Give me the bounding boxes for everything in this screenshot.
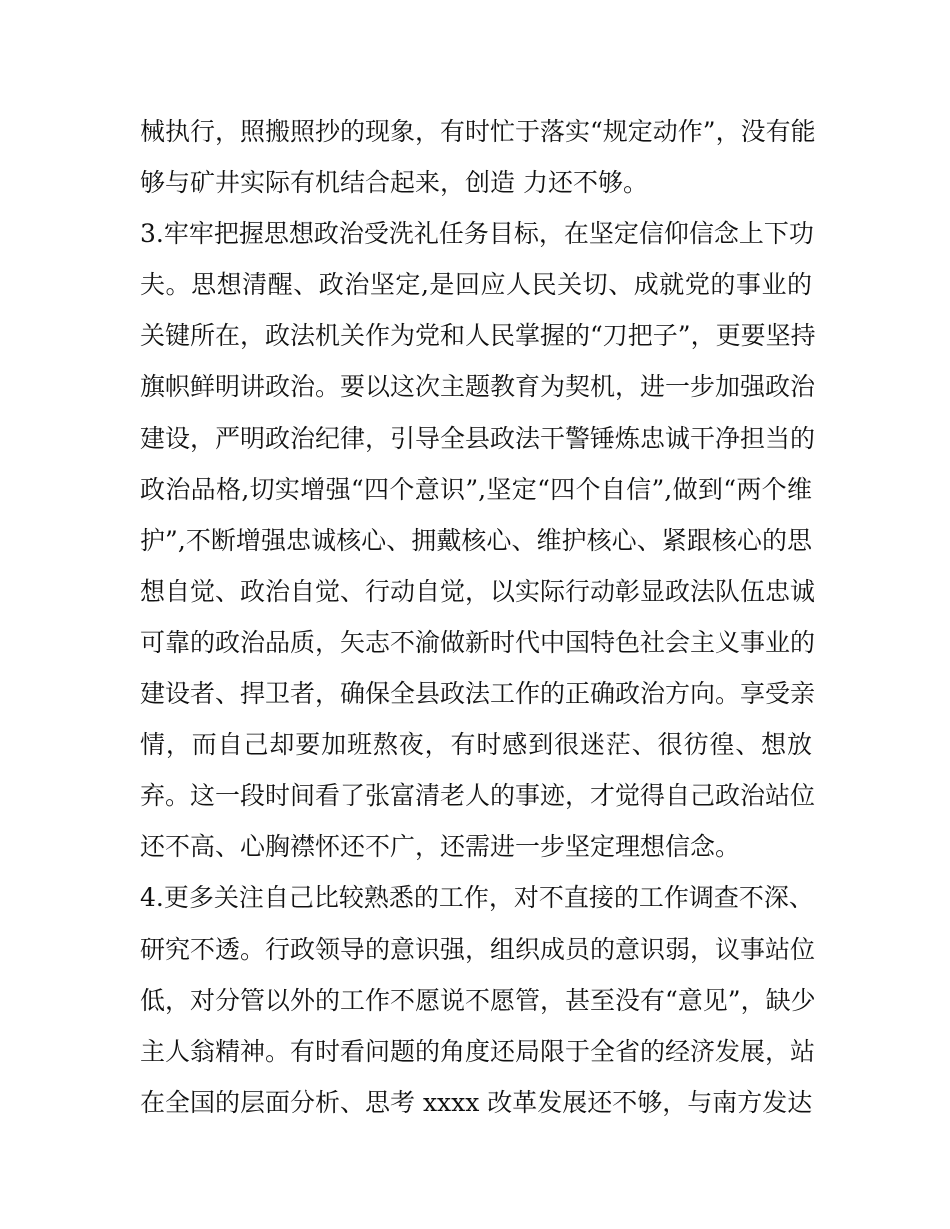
- text-line: 械执行，照搬照抄的现象，有时忙于落实“规定动作”，没有能: [140, 117, 816, 146]
- text-line: 护”,不断增强忠诚核心、拥戴核心、维护核心、紧跟核心的思: [140, 525, 812, 555]
- text-line: 想自觉、政治自觉、行动自觉，以实际行动彰显政法队伍忠诚: [140, 576, 816, 606]
- text-line: 政治品格,切实增强“四个意识”,坚定“四个自信”,做到“两个维: [140, 474, 812, 504]
- text-line: 够与矿井实际有机结合起来，创造 力还不够。: [140, 168, 648, 198]
- text-line: 情，而自己却要加班熬夜，有时感到很迷茫、很彷徨、想放: [140, 730, 812, 760]
- text-line: 夫。思想清醒、政治坚定,是回应人民关切、成就党的事业的: [140, 270, 812, 300]
- text-line: 建设，严明政治纪律，引导全县政法干警锤炼忠诚干净担当的: [140, 423, 816, 453]
- text-line: 可靠的政治品质，矢志不渝做新时代中国特色社会主义事业的: [140, 627, 816, 657]
- text-line: 还不高、心胸襟怀还不广，还需进一步坚定理想信念。: [140, 832, 741, 862]
- text-line: 在全国的层面分析、思考 xxxx 改革发展还不够，与南方发达: [140, 1087, 813, 1117]
- text-line: 3.牢牢把握思想政治受洗礼任务目标，在坚定信仰信念上下功: [140, 219, 814, 249]
- text-line: 研究不透。行政领导的意识强，组织成员的意识弱，议事站位: [140, 934, 816, 964]
- text-line: 建设者、捍卫者，确保全县政法工作的正确政治方向。享受亲: [140, 679, 816, 709]
- text-line: 低，对分管以外的工作不愿说不愿管，甚至没有“意见”，缺少: [140, 985, 816, 1015]
- text-line: 弃。这一段时间看了张富清老人的事迹，才觉得自己政治站位: [140, 781, 816, 811]
- text-line: 4.更多关注自己比较熟悉的工作，对不直接的工作调查不深、: [140, 883, 814, 913]
- text-line: 主人翁精神。有时看问题的角度还局限于全省的经济发展，站: [140, 1036, 816, 1066]
- text-line: 关键所在，政法机关作为党和人民掌握的“刀把子”，更要坚持: [140, 321, 816, 351]
- text-line: 旗帜鲜明讲政治。要以这次主题教育为契机，进一步加强政治: [140, 372, 816, 402]
- document-body: [140, 106, 816, 1128]
